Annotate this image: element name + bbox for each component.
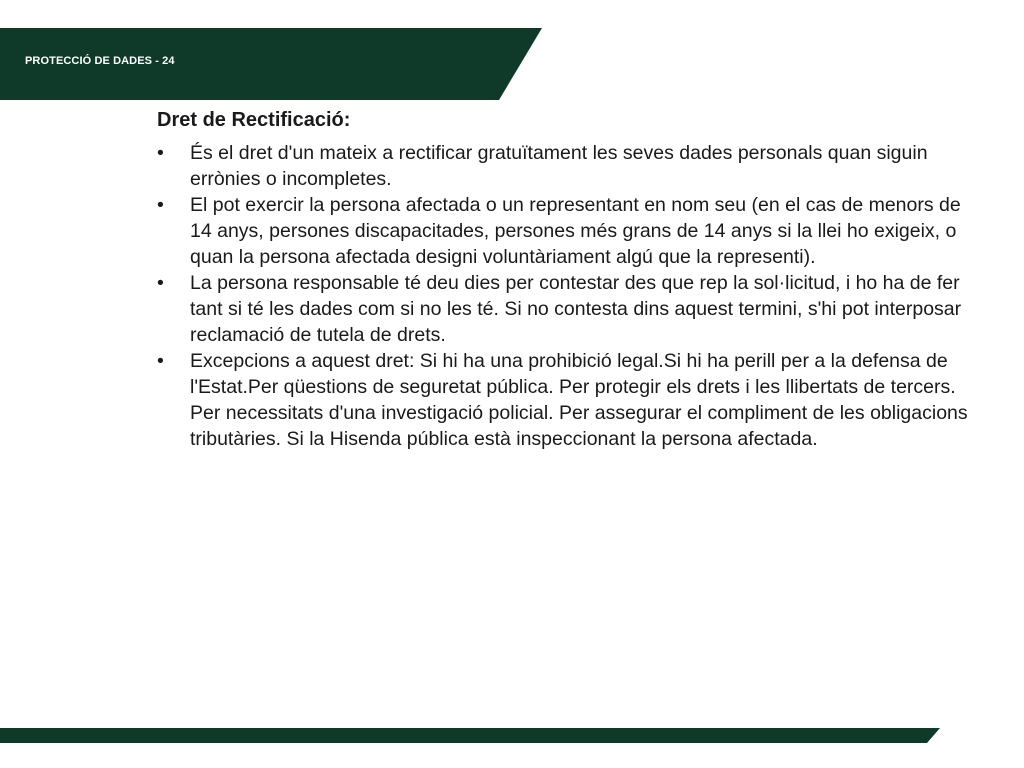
bullet-text: La persona responsable té deu dies per contestar des que rep la sol·licitud, i ho ha de fer tant si té les dades com si no les té. Si no contesta dins aquest termini, s'hi pot interposar reclamació de tutela de drets. [190, 272, 962, 346]
bullet-dot: • [157, 350, 164, 372]
slide-content [157, 106, 977, 452]
bullet-text: És el dret d'un mateix a rectificar gratuïtament les seves dades personals quan siguin errònies o incompletes. [190, 142, 928, 190]
bullet-item [157, 348, 977, 452]
bullet-text: Excepcions a aquest dret: Si hi ha una prohibició legal.Si hi ha perill per a la defensa de l'Estat.Per qüestions de seguretat pública. Per protegir els drets i les llibertats de tercers. Per necessitats d'una investigació policial. Per assegurar el compliment de les obligacions tributàries. Si la Hisenda pública està inspeccionant la persona afectada. [190, 350, 968, 450]
bullet-dot: • [157, 194, 164, 216]
bullet-text: El pot exercir la persona afectada o un representant en nom seu (en el cas de menors de 14 anys, persones discapacitades, persones més grans de 14 anys si la llei ho exigeix, o quan la persona afectada designi voluntàriament algú que la representi). [190, 194, 961, 268]
bullet-dot: • [157, 142, 164, 164]
section-title: Dret de Rectificació: [157, 109, 351, 131]
bullet-item [157, 192, 977, 270]
bullet-dot: • [157, 272, 164, 294]
bullet-item [157, 270, 977, 348]
footer-band-shape [0, 728, 940, 743]
bullet-item [157, 140, 977, 192]
bullet-list [157, 140, 977, 452]
footer-band [0, 728, 940, 743]
slide-header-label: PROTECCIÓ DE DADES - 24 [25, 55, 175, 67]
